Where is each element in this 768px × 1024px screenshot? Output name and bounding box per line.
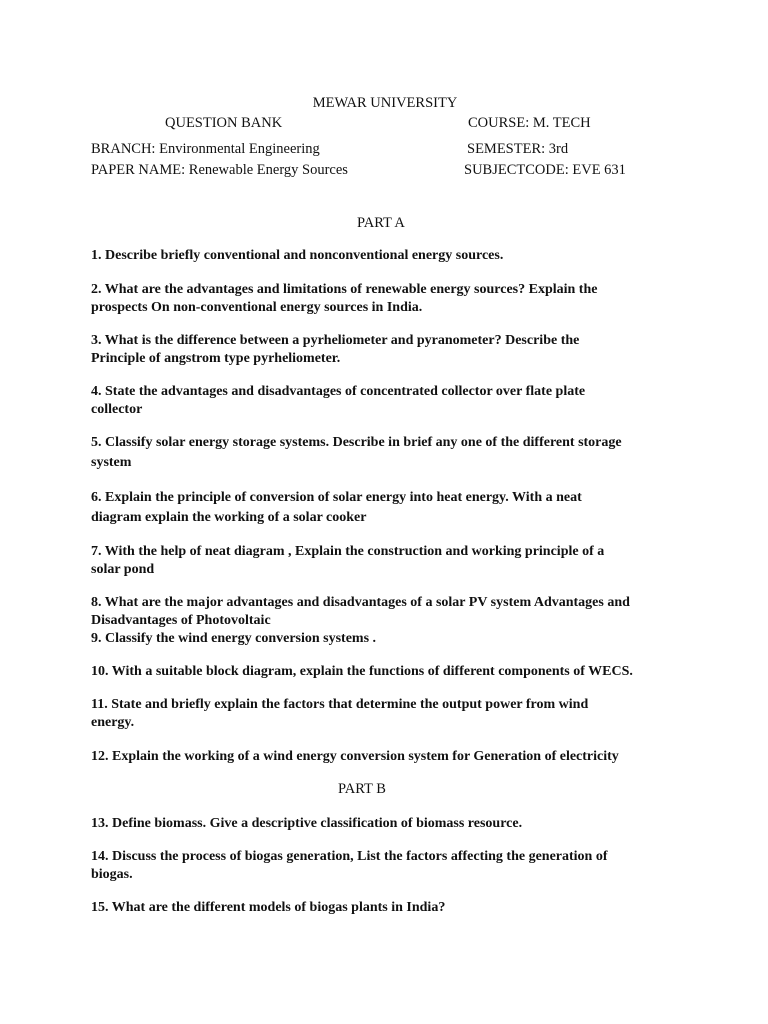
question-line: 10. With a suitable block diagram, explain the functions of different components of WECS.	[91, 664, 633, 679]
course-label: COURSE: M. TECH	[468, 115, 591, 131]
question-line: Principle of angstrom type pyrheliometer.	[91, 351, 341, 366]
question-line: system	[91, 455, 132, 470]
question-10	[91, 663, 691, 681]
question-line: 15. What are the different models of biogas plants in India?	[91, 900, 446, 915]
question-line: energy.	[91, 715, 135, 730]
question-line: Disadvantages of Photovoltaic	[91, 613, 271, 628]
question-line: solar pond	[91, 562, 155, 577]
question-4	[91, 383, 691, 419]
question-5	[91, 434, 691, 472]
question-3	[91, 332, 691, 368]
branch-label: BRANCH: Environmental Engineering	[91, 141, 320, 157]
paper-name-label: PAPER NAME: Renewable Energy Sources	[91, 162, 348, 178]
question-line: prospects On non-conventional energy sources in India.	[91, 300, 423, 315]
question-13	[91, 815, 691, 833]
question-8	[91, 594, 691, 630]
question-line: 4. State the advantages and disadvantages of concentrated collector over flate plate	[91, 384, 586, 399]
question-7	[91, 543, 691, 579]
question-line: 1. Describe briefly conventional and nonconventional energy sources.	[91, 248, 504, 263]
question-line: 5. Classify solar energy storage systems. Describe in brief any one of the different storage	[91, 435, 622, 450]
part-a-heading: PART A	[357, 215, 405, 231]
question-line: 9. Classify the wind energy conversion systems .	[91, 631, 377, 646]
question-line: diagram explain the working of a solar cooker	[91, 510, 367, 525]
question-bank-label: QUESTION BANK	[165, 115, 283, 131]
question-6	[91, 489, 691, 527]
question-line: biogas.	[91, 867, 133, 882]
question-line: 11. State and briefly explain the factors that determine the output power from wind	[91, 697, 589, 712]
question-14	[91, 848, 691, 884]
question-line: collector	[91, 402, 143, 417]
question-9	[91, 630, 691, 648]
question-line: 12. Explain the working of a wind energy conversion system for Generation of electricity	[91, 749, 619, 764]
question-line: 8. What are the major advantages and disadvantages of a solar PV system Advantages and	[91, 595, 630, 610]
question-11	[91, 696, 691, 732]
question-line: 7. With the help of neat diagram , Explain the construction and working principle of a	[91, 544, 605, 559]
question-line: 13. Define biomass. Give a descriptive classification of biomass resource.	[91, 816, 523, 831]
subject-code-label: SUBJECTCODE: EVE 631	[464, 162, 626, 178]
question-1	[91, 247, 691, 265]
question-line: 2. What are the advantages and limitations of renewable energy sources? Explain the	[91, 282, 598, 297]
question-15	[91, 899, 691, 917]
question-line: 6. Explain the principle of conversion of solar energy into heat energy. With a neat	[91, 490, 582, 505]
question-12	[91, 748, 691, 766]
semester-label: SEMESTER: 3rd	[467, 141, 569, 157]
question-line: 14. Discuss the process of biogas generation, List the factors affecting the generation of	[91, 849, 608, 864]
part-b-heading: PART B	[338, 781, 386, 797]
question-2	[91, 281, 691, 317]
university-name: MEWAR UNIVERSITY	[312, 95, 458, 111]
question-line: 3. What is the difference between a pyrheliometer and pyranometer? Describe the	[91, 333, 580, 348]
